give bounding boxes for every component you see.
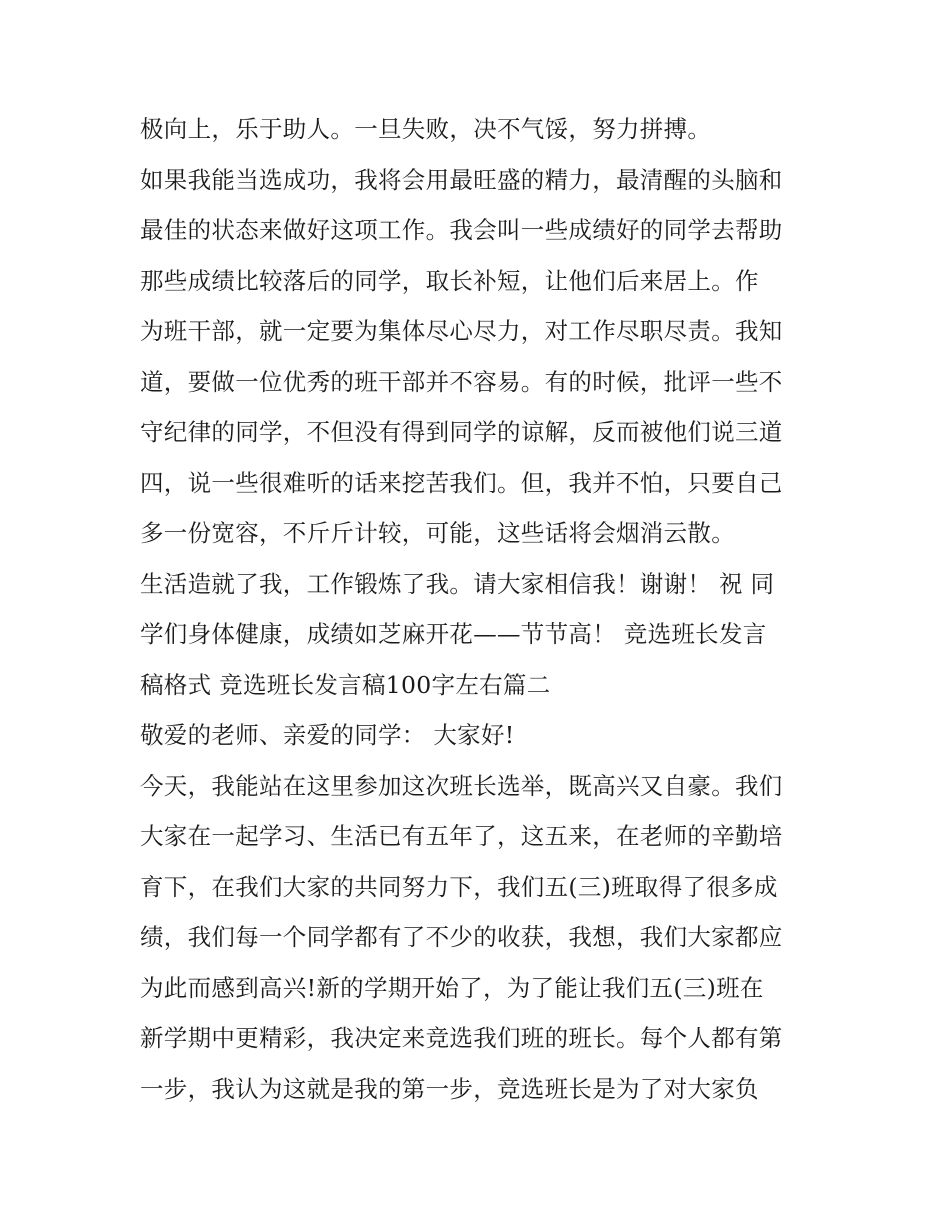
- text-line: 为班干部，就一定要为集体尽心尽力，对工作尽职尽责。我知: [140, 317, 783, 345]
- text-line: 如果我能当选成功，我将会用最旺盛的精力，最清醒的头脑和: [140, 165, 783, 194]
- text-line: 守纪律的同学，不但没有得到同学的谅解，反而被他们说三道: [140, 418, 783, 446]
- text-line: 学们身体健康，成绩如芝麻开花——节节高！ 竞选班长发言: [140, 620, 767, 648]
- text-line: 育下，在我们大家的共同努力下，我们五(三)班取得了很多成: [140, 872, 778, 901]
- text-line: 最佳的状态来做好这项工作。我会叫一些成绩好的同学去帮助: [140, 216, 783, 244]
- text-line: 那些成绩比较落后的同学，取长补短，让他们后来居上。作: [140, 266, 759, 295]
- text-line: 今天，我能站在这里参加这次班长选举，既高兴又自豪。我们: [140, 771, 783, 800]
- text-line: 生活造就了我，工作锻炼了我。请大家相信我！谢谢！ 祝 同: [140, 569, 775, 598]
- text-line: 敬爱的老师、亲爱的同学： 大家好!: [140, 721, 515, 749]
- document-body: [140, 104, 830, 1114]
- text-line: 四，说一些很难听的话来挖苦我们。但，我并不怕，只要自己: [140, 468, 783, 497]
- text-line: 一步，我认为这就是我的第一步，竞选班长是为了对大家负: [140, 1074, 759, 1103]
- text-line: 为此而感到高兴!新的学期开始了，为了能让我们五(三)班在: [140, 973, 764, 1002]
- text-line: 道，要做一位优秀的班干部并不容易。有的时候，批评一些不: [140, 367, 783, 396]
- text-line: 绩，我们每一个同学都有了不少的收获，我想，我们大家都应: [140, 923, 783, 951]
- text-line: 极向上，乐于助人。一旦失败，决不气馁，努力拼搏。: [140, 115, 712, 143]
- text-line: 大家在一起学习、生活已有五年了，这五来，在老师的辛勤培: [140, 822, 783, 850]
- text-line: 新学期中更精彩，我决定来竞选我们班的班长。每个人都有第: [140, 1024, 783, 1052]
- text-line: 稿格式 竞选班长发言稿100字左右篇二: [140, 670, 551, 699]
- text-line: 多一份宽容，不斤斤计较，可能，这些话将会烟消云散。: [140, 519, 735, 547]
